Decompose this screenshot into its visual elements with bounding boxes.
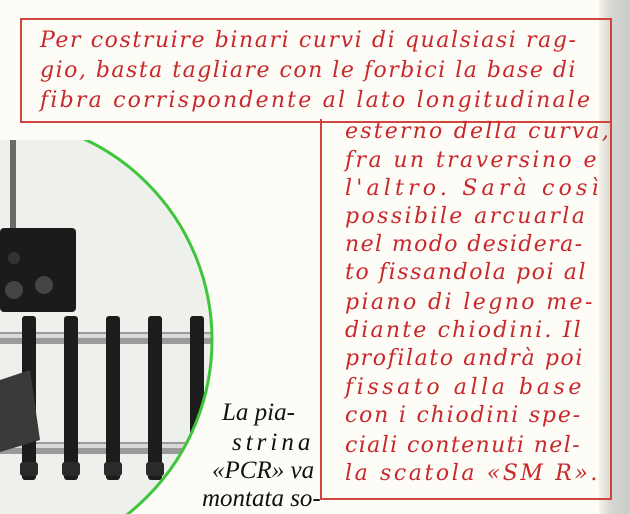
red-caption-line-3: fibra corrispondente al lato longitudinale	[40, 88, 593, 113]
text-frame-right	[610, 18, 612, 498]
black-caption-line-1: La pia-	[222, 399, 295, 426]
red-caption-line-1: Per costruire binari curvi di qualsiasi rag-	[40, 28, 578, 53]
red-caption-line-12: profilato andrà poi	[345, 346, 585, 371]
red-caption-line-8: nel modo desidera-	[345, 232, 584, 257]
red-caption-line-4: esterno della curva,	[345, 119, 611, 144]
red-caption-line-14: con i chiodini spe-	[345, 403, 582, 428]
red-caption-line-15: ciali contenuti nel-	[345, 433, 582, 458]
text-frame-inner-left	[320, 119, 322, 498]
black-caption-line-4: montata so-	[202, 485, 321, 512]
red-caption-line-13: fissato alla base	[345, 375, 585, 400]
rod-shape	[10, 140, 16, 240]
red-caption-line-9: to fissandola poi al	[345, 260, 588, 285]
track-plate-illustration	[0, 140, 215, 514]
red-caption-line-10: piano di legno me-	[345, 290, 595, 315]
red-caption-line-5: fra un traversino e	[345, 148, 599, 173]
black-caption-line-3: «PCR» va	[212, 457, 315, 484]
red-caption-line-2: gio, basta tagliare con le forbici la base di	[40, 58, 577, 83]
switch-box-shape	[0, 228, 76, 312]
text-frame-bottom	[320, 498, 612, 500]
red-caption-line-11: diante chiodini. Il	[345, 318, 583, 343]
red-caption-line-16: la scatola «SM R».	[345, 461, 600, 486]
red-caption-line-7: possibile arcuarla	[345, 204, 588, 229]
black-caption-line-2: strina	[232, 429, 315, 456]
red-caption-line-6: l'altro. Sarà così	[345, 176, 603, 201]
